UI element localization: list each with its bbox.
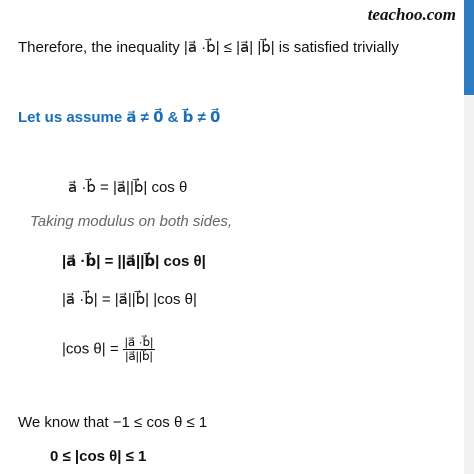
cos-theta-fraction-equation bbox=[62, 336, 155, 363]
result-inequality: 0 ≤ |cos θ| ≤ 1 bbox=[50, 448, 147, 465]
inequality-statement: Therefore, the inequality |a⃗ ·b⃗| ≤ |a⃗| |b⃗| is satisfied trivially bbox=[18, 39, 399, 56]
fraction bbox=[123, 336, 156, 363]
cos-theta-lhs: |cos θ| = bbox=[62, 340, 119, 358]
modulus-note: Taking modulus on both sides, bbox=[30, 213, 233, 230]
scrollbar-track[interactable] bbox=[464, 0, 474, 474]
teachoo-watermark: teachoo.com bbox=[367, 5, 456, 24]
fraction-denominator: |a⃗||b⃗| bbox=[125, 349, 153, 363]
modulus-expanded-equation: |a⃗ ·b⃗| = |a⃗||b⃗| |cos θ| bbox=[62, 291, 197, 308]
modulus-equation: |a⃗ ·b⃗| = ||a⃗||b⃗| cos θ| bbox=[62, 253, 206, 270]
assumption-heading: Let us assume a⃗ ≠ 0⃗ & b⃗ ≠ 0⃗ bbox=[18, 109, 221, 126]
dot-product-equation: a⃗ ·b⃗ = |a⃗||b⃗| cos θ bbox=[68, 179, 188, 196]
known-bound-statement: We know that −1 ≤ cos θ ≤ 1 bbox=[18, 414, 208, 431]
fraction-numerator: |a⃗ ·b⃗| bbox=[124, 335, 154, 349]
scrollbar-thumb[interactable] bbox=[464, 0, 474, 95]
